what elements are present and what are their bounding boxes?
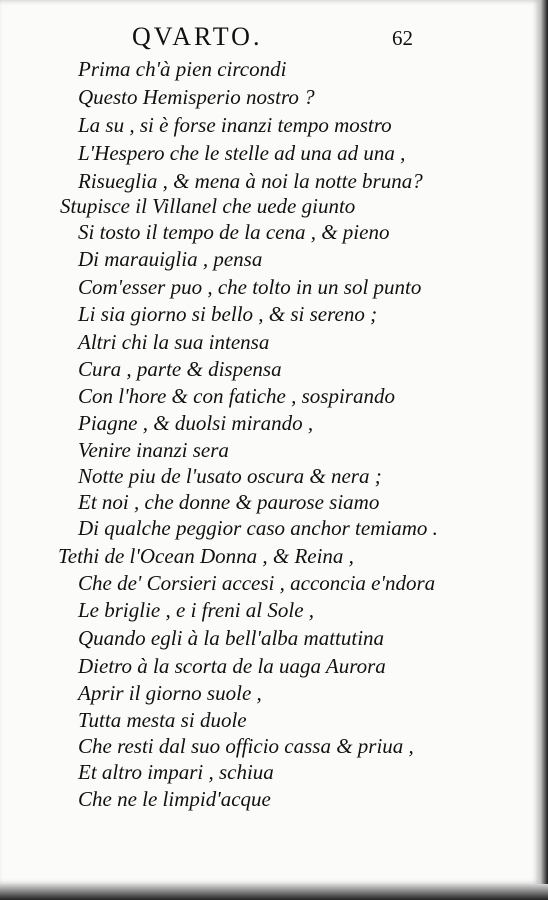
page-bottom-shadow: [0, 884, 548, 900]
verse-line: Che de' Corsieri accesi , acconcia e'ndora: [78, 571, 436, 595]
verse-line: Tethi de l'Ocean Donna , & Reina ,: [58, 544, 354, 568]
verse-line: Risueglia , & mena à noi la notte bruna?: [78, 169, 423, 193]
verse-line: Con l'hore & con fatiche , sospirando: [78, 384, 395, 408]
verse-line: Stupisce il Villanel che uede giunto: [60, 194, 356, 218]
running-head: QVARTO.: [132, 22, 263, 51]
verse-line: Dietro à la scorta de la uaga Aurora: [78, 654, 386, 678]
verse-line: Le briglie , e i freni al Sole ,: [78, 598, 315, 622]
verse-line: Che resti dal suo officio cassa & priua ,: [78, 734, 414, 758]
page-header: [0, 22, 540, 52]
verse-line: Questo Hemisperio nostro ?: [78, 85, 315, 109]
verse-line: Altri chi la sua intensa: [78, 330, 270, 354]
verse-line: Aprir il giorno suole ,: [78, 681, 262, 705]
verse-line: Che ne le limpid'acque: [78, 787, 271, 811]
page-edge-shadow: [540, 0, 548, 900]
verse-line: Quando egli à la bell'alba mattutina: [78, 626, 385, 650]
verse-line: Notte piu de l'usato oscura & nera ;: [78, 464, 382, 488]
verse-line: Et altro impari , schiua: [78, 760, 274, 784]
page-number: 62: [392, 26, 413, 50]
verse-line: Venire inanzi sera: [78, 438, 229, 462]
verse-line: Cura , parte & dispensa: [78, 357, 282, 381]
verse-line: Di marauiglia , pensa: [78, 247, 263, 271]
verse-line: Si tosto il tempo de la cena , & pieno: [78, 220, 390, 244]
verse-line: Prima ch'à pien circondi: [78, 57, 287, 81]
verse-line: Piagne , & duolsi mirando ,: [78, 411, 314, 435]
verse-line: Li sia giorno si bello , & si sereno ;: [78, 302, 378, 326]
verse-line: Tutta mesta si duole: [78, 708, 247, 732]
verse-line: Di qualche peggior caso anchor temiamo .: [78, 516, 438, 540]
verse-line: Com'esser puo , che tolto in un sol punto: [78, 275, 422, 299]
verse-line: Et noi , che donne & paurose siamo: [78, 490, 380, 514]
verse-line: L'Hespero che le stelle ad una ad una ,: [78, 141, 406, 165]
verse-line: La su , si è forse inanzi tempo mostro: [78, 113, 392, 137]
